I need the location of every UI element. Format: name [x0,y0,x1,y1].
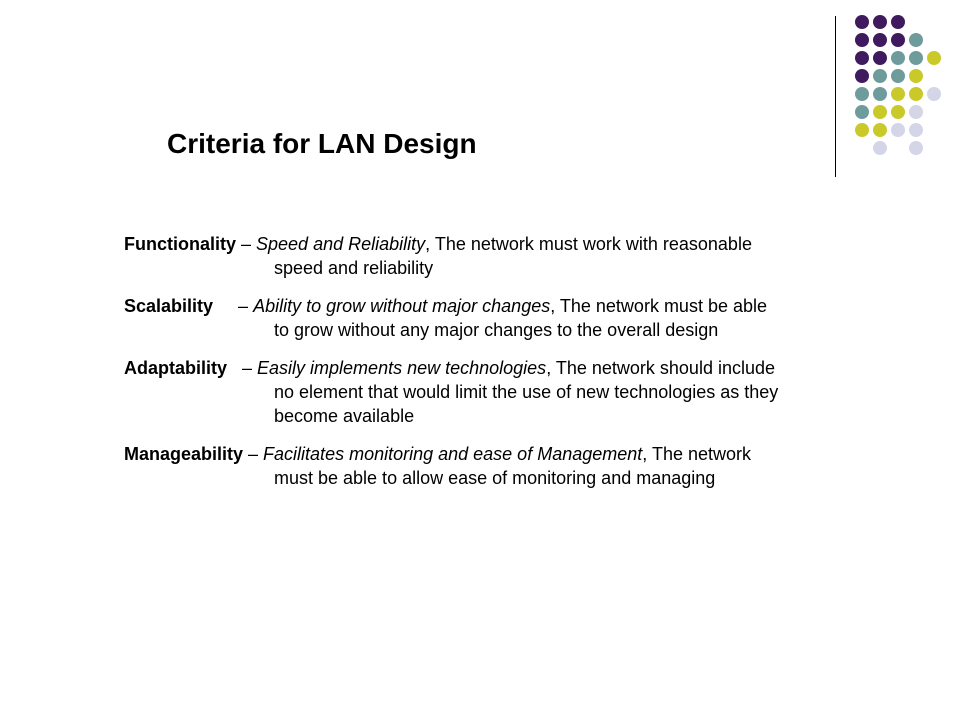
decorative-dot [855,123,869,137]
criterion-adaptability [124,356,914,428]
criterion-continuation: to grow without any major changes to the overall design [274,320,719,340]
decorative-dot [855,15,869,29]
decorative-dot-grid [0,0,960,180]
criterion-functionality [124,232,914,280]
decorative-dot [891,87,905,101]
criterion-name: Functionality [124,234,236,254]
criterion-continuation: become available [274,406,415,426]
decorative-dot [855,51,869,65]
criterion-description: , The network must be able [550,296,768,316]
criterion-scalability [124,294,914,342]
decorative-dot [909,87,923,101]
decorative-divider-line [835,16,836,177]
decorative-dot [855,87,869,101]
decorative-dot [891,33,905,47]
decorative-dot [891,51,905,65]
decorative-dot [891,123,905,137]
decorative-dot [909,141,923,155]
decorative-dot [855,69,869,83]
criterion-description: , The network [642,444,751,464]
criterion-first-line [124,442,914,466]
decorative-dot [873,141,887,155]
criterion-manageability [124,442,914,490]
criterion-tagline: Speed and Reliability [256,234,426,254]
criterion-name: Scalability [124,296,214,316]
criteria-list [124,232,914,504]
criterion-name: Adaptability [124,358,228,378]
decorative-dot [909,33,923,47]
criterion-separator: – [243,444,264,464]
criterion-continuation: must be able to allow ease of monitoring and managing [274,468,716,488]
criterion-description: , The network must work with reasonable [425,234,752,254]
decorative-dot [873,105,887,119]
decorative-dot [909,51,923,65]
decorative-dot [891,69,905,83]
criterion-tagline: Ability to grow without major changes [253,296,551,316]
slide-title: Criteria for LAN Design [167,128,477,159]
decorative-dot [855,33,869,47]
decorative-dot [873,87,887,101]
decorative-dot [873,33,887,47]
decorative-dot [909,123,923,137]
criterion-separator: – [227,358,258,378]
decorative-dot [873,15,887,29]
criterion-continuation: speed and reliability [274,258,434,278]
decorative-dot [891,15,905,29]
decorative-dot [927,51,941,65]
decorative-dot [873,51,887,65]
decorative-dot [927,87,941,101]
criterion-name: Manageability [124,444,244,464]
decorative-dot [855,105,869,119]
criterion-separator: – [213,296,254,316]
decorative-dot [873,123,887,137]
decorative-dot [909,105,923,119]
decorative-dot [891,105,905,119]
criterion-first-line [124,232,914,256]
criterion-separator: – [236,234,257,254]
decorative-dot [909,69,923,83]
criterion-description: , The network should include [546,358,775,378]
criterion-tagline: Easily implements new technologies [257,358,547,378]
criterion-first-line [124,294,914,318]
criterion-first-line [124,356,914,380]
criterion-tagline: Facilitates monitoring and ease of Management [263,444,643,464]
criterion-continuation: no element that would limit the use of new technologies as they [274,382,779,402]
decorative-dot [873,69,887,83]
